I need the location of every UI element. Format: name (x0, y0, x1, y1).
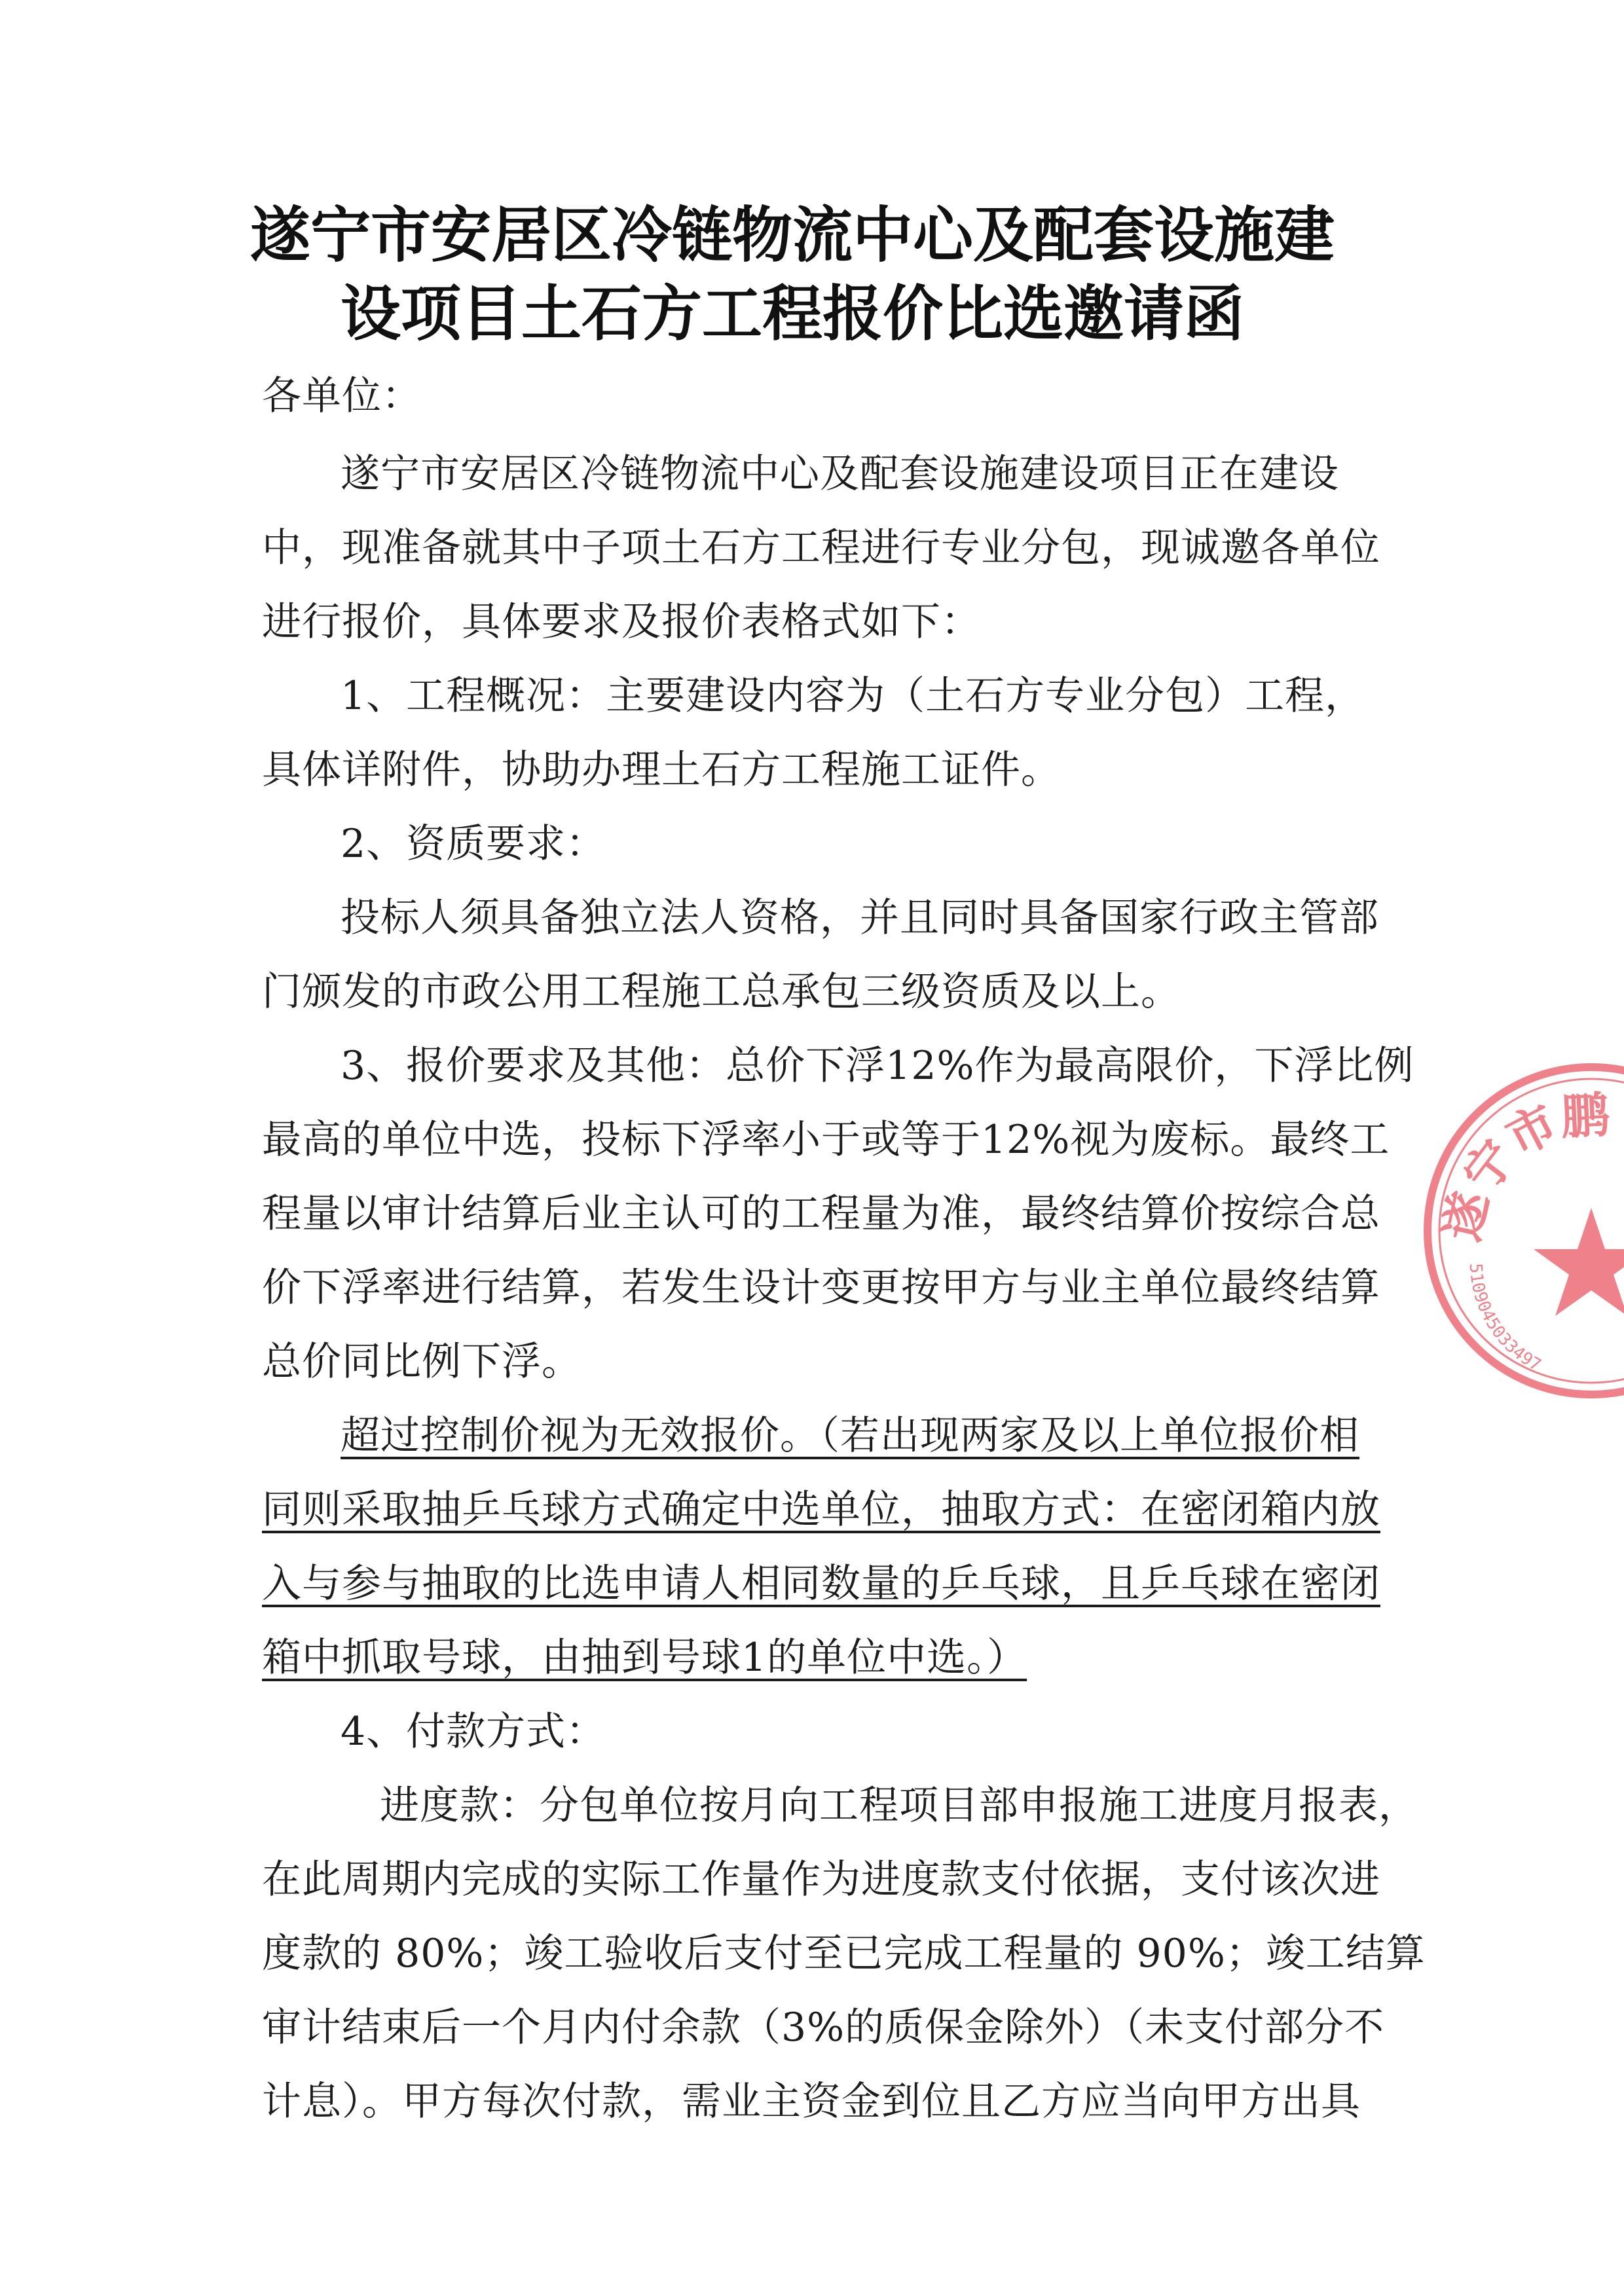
section-3-line: 程量以审计结算后业主认可的工程量为准，最终结算价按综合总 (262, 1191, 1380, 1237)
section-1-line: 1、工程概况：主要建设内容为（土石方专业分包）工程， (341, 673, 1365, 719)
section-4-line: 计息）。甲方每次付款，需业主资金到位且乙方应当向甲方出具 (262, 2079, 1361, 2124)
section-3-line: 价下浮率进行结算，若发生设计变更按甲方与业主单位最终结算 (262, 1265, 1380, 1311)
section-1-line: 具体详附件，协助办理土石方工程施工证件。 (262, 747, 1061, 793)
seal-number: 5109045033497 (1465, 1262, 1545, 1376)
section-2-line: 门颁发的市政公用工程施工总承包三级资质及以上。 (262, 969, 1181, 1015)
paragraph-intro-line: 遂宁市安居区冷链物流中心及配套设施建设项目正在建设 (341, 451, 1339, 497)
underlined-clause-line: 同则采取抽乒乓球方式确定中选单位，抽取方式：在密闭箱内放 (262, 1487, 1380, 1533)
section-4-line: 进度款：分包单位按月向工程项目部申报施工进度月报表， (380, 1783, 1418, 1829)
section-3-line: 总价同比例下浮。 (262, 1339, 581, 1385)
section-4-heading: 4、付款方式： (341, 1709, 606, 1755)
paragraph-intro-line: 进行报价，具体要求及报价表格式如下： (262, 599, 981, 645)
section-3-line: 3、报价要求及其他：总价下浮12%作为最高限价，下浮比例 (341, 1043, 1414, 1089)
section-2-line: 投标人须具备独立法人资格，并且同时具备国家行政主管部 (341, 895, 1379, 941)
section-3-line: 最高的单位中选，投标下浮率小于或等于12%视为废标。最终工 (262, 1117, 1390, 1163)
paragraph-intro-line: 中，现准备就其中子项土石方工程进行专业分包，现诚邀各单位 (262, 525, 1380, 571)
section-4-line: 度款的 80%；竣工验收后支付至已完成工程量的 90%；竣工结算 (262, 1931, 1426, 1977)
section-4-line: 审计结束后一个月内付余款（3%的质保金除外）（未支付部分不 (262, 2005, 1385, 2050)
underlined-clause-line: 入与参与抽取的比选申请人相同数量的乒乓球，且乒乓球在密闭 (262, 1561, 1380, 1607)
underlined-clause-line: 箱中抓取号球，由抽到号球1的单位中选。） (262, 1635, 1027, 1681)
document-title-line-1: 遂宁市安居区冷链物流中心及配套设施建 (249, 200, 1335, 270)
seal-star-icon (1534, 1208, 1624, 1316)
document-title-line-2: 设项目土石方工程报价比选邀请函 (340, 279, 1244, 349)
seal-text: 遂宁市鹏 (1433, 1087, 1611, 1247)
salutation: 各单位： (262, 373, 422, 419)
company-seal (1408, 1048, 1624, 1414)
section-2-heading: 2、资质要求： (341, 821, 606, 867)
section-4-line: 在此周期内完成的实际工作量作为进度款支付依据，支付该次进 (262, 1857, 1380, 1903)
underlined-clause-line: 超过控制价视为无效报价。（若出现两家及以上单位报价相 (341, 1413, 1359, 1459)
